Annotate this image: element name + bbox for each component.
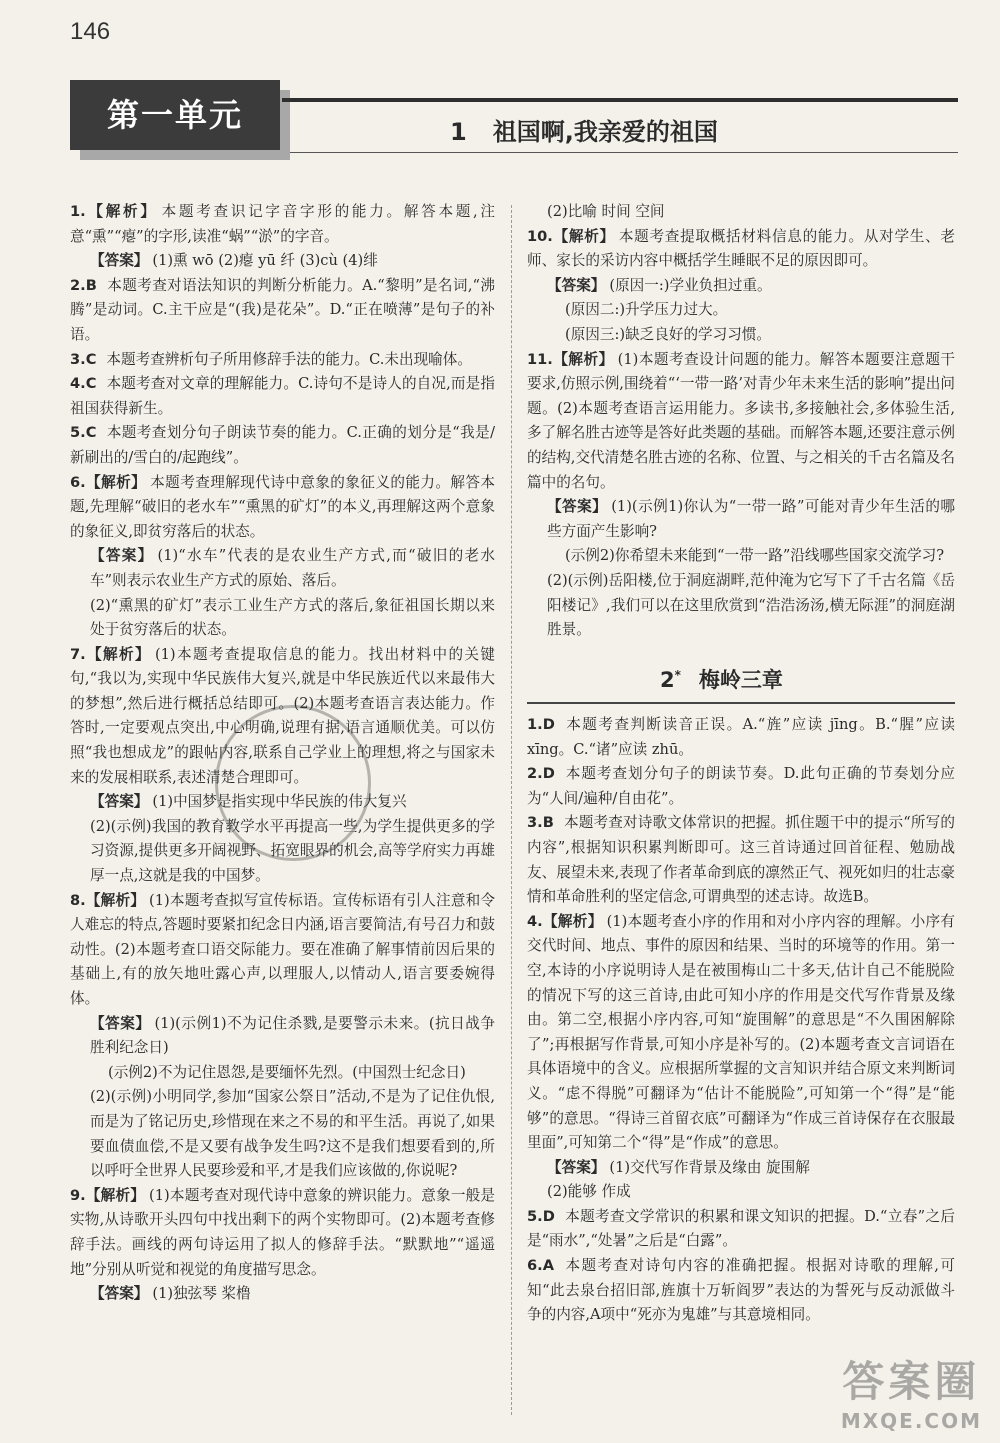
answer-paragraph bbox=[70, 1184, 495, 1282]
lesson-2-number: 2 bbox=[660, 668, 675, 692]
answer-paragraph bbox=[527, 225, 955, 274]
question-number: 2.B bbox=[70, 276, 97, 294]
answer-tag: 【解析】 bbox=[85, 473, 147, 491]
answer-paragraph bbox=[527, 200, 955, 225]
question-number: 5.C bbox=[70, 424, 97, 442]
answer-paragraph bbox=[70, 372, 495, 421]
answer-paragraph bbox=[70, 348, 495, 373]
answer-paragraph bbox=[527, 495, 955, 544]
answer-text: (1)中国梦是指实现中华民族的伟大复兴 bbox=[152, 793, 407, 811]
answer-text: 本题考查对语法知识的判断分析能力。A.“黎明”是名词,“沸腾”是动词。C.主干应是“(我)是花朵”。D.“正在喷薄”是句子的补语。 bbox=[70, 276, 495, 343]
answer-paragraph bbox=[70, 421, 495, 470]
answer-paragraph bbox=[527, 1205, 955, 1254]
answer-paragraph bbox=[527, 1180, 955, 1205]
question-number: 8. bbox=[70, 891, 86, 909]
answer-paragraph bbox=[70, 1085, 495, 1183]
answer-paragraph bbox=[527, 762, 955, 811]
answer-paragraph bbox=[527, 811, 955, 909]
answer-text: 本题考查提取概括材料信息的能力。从对学生、老师、家长的采访内容中概括学生睡眠不足的原因即可。 bbox=[527, 227, 955, 270]
answer-text: (1)本题考查设计问题的能力。解答本题要注意题干要求,仿照示例,围绕着“‘一带一路’对青少年未来生活的影响”提出问题。(2)本题考查语言运用能力。多读书,多接触社会,多体验生活,多了解名胜古迹等是答好此类题的基础。而解答本题,还要注意示例的结构,交代清楚名胜古迹的名称、位置、与之相关的千古名篇及名篇中的名句。 bbox=[527, 350, 955, 491]
answer-tag: 【答案】 bbox=[547, 498, 608, 516]
answer-text: 本题考查辨析句子所用修辞手法的能力。C.未出现喻体。 bbox=[106, 350, 472, 368]
site-watermark bbox=[841, 1349, 982, 1433]
answer-tag: 【答案】 bbox=[547, 276, 606, 294]
answer-paragraph bbox=[70, 643, 495, 791]
answer-paragraph bbox=[70, 1282, 495, 1307]
question-number: 6.A bbox=[527, 1257, 554, 1275]
answer-paragraph bbox=[70, 249, 495, 274]
question-number: 3.B bbox=[527, 814, 554, 832]
answer-tag: 【答案】 bbox=[547, 1158, 606, 1176]
answer-text: (1)交代写作背景及缘由 旋围解 bbox=[609, 1158, 810, 1176]
answer-text: 本题考查理解现代诗中意象的象征义的能力。解答本题,先理解“破旧的老水车”“熏黑的矿灯”的本义,再理解这两个意象的象征义,即贫穷落后的状态。 bbox=[70, 473, 495, 540]
answer-paragraph bbox=[527, 1156, 955, 1181]
answer-text: 本题考查识记字音字形的能力。解答本题,注意“熏”“瘪”的字形,读准“蜗”“淤”的字音。 bbox=[70, 203, 495, 245]
answer-text: 本题考查划分句子朗读节奏的能力。C.正确的划分是“我是/新刷出的/雪白的/起跑线”。 bbox=[70, 424, 495, 466]
column-divider bbox=[511, 205, 512, 1415]
question-number: 7. bbox=[70, 645, 86, 663]
answer-text: 本题考查对诗歌文体常识的把握。抓住题干中的提示“所写的内容”,根据知识积累判断即可。这三首诗通过回首征程、勉励战友、展望未来,表现了作者革命到底的凛然正气、视死如归的壮志豪情和革命胜利的坚定信念,可谓典型的述志诗。故选B。 bbox=[527, 814, 955, 906]
lesson-1-name: 祖国啊,我亲爱的祖国 bbox=[492, 118, 718, 146]
header-rule-thin bbox=[290, 152, 958, 153]
answer-paragraph bbox=[527, 298, 955, 323]
answer-tag: 【解析】 bbox=[552, 350, 614, 368]
answer-text: (1)本题考查提取信息的能力。找出材料中的关键句,“我以为,实现中华民族伟大复兴,就是中华民族近代以来最伟大的梦想”,然后进行概括总结即可。(2)本题考查语言表达能力。作答时,一定要观点突出,中心明确,说理有据,语言通顺优美。可以仿照“我也想成龙”的跟帖内容,联系自己学业上的理想,将之与国家未来的发展相联系,表述清楚合理即可。 bbox=[70, 645, 495, 786]
question-number: 4. bbox=[527, 912, 543, 930]
answer-text: (1)“水车”代表的是农业生产方式,而“破旧的老水车”则表示农业生产方式的原始、落后。 bbox=[90, 547, 495, 589]
answer-text: (1)本题考查拟写宣传标语。宣传标语有引人注意和令人难忘的特点,答题时要紧扣纪念日内涵,语言要简洁,有号召力和鼓动性。(2)本题考查口语交际能力。要在准确了解事情前因后果的基础上,有的放矢地吐露心声,以理服人,以情动人,语言要委婉得体。 bbox=[70, 891, 495, 1007]
answer-tag: 【答案】 bbox=[90, 252, 149, 270]
lesson-1-title bbox=[450, 112, 718, 147]
answer-tag: 【答案】 bbox=[90, 1285, 149, 1303]
answer-tag: 【解析】 bbox=[85, 891, 146, 909]
question-number: 3.C bbox=[70, 350, 97, 368]
answer-text: 本题考查划分句子的朗读节奏。D.此句正确的节奏划分应为“人间/遍种/自由花”。 bbox=[527, 765, 955, 807]
question-number: 1.D bbox=[527, 716, 555, 733]
lesson-2-name: 梅岭三章 bbox=[698, 668, 783, 692]
answer-paragraph bbox=[70, 274, 495, 348]
question-number: 2.D bbox=[527, 765, 555, 783]
answer-paragraph bbox=[527, 1254, 955, 1328]
answer-paragraph bbox=[527, 713, 955, 762]
answer-text: 本题考查文学常识的积累和课文知识的把握。D.“立春”之后是“雨水”,“处暑”之后是“白露”。 bbox=[527, 1207, 955, 1250]
right-column-lesson-2 bbox=[527, 713, 955, 1328]
answer-tag: 【解析】 bbox=[85, 203, 158, 220]
answer-paragraph bbox=[70, 889, 495, 1012]
answer-paragraph bbox=[527, 274, 955, 299]
answer-text: (原因一:)学业负担过重。 bbox=[609, 276, 772, 294]
answer-text: (示例2)你希望未来能到“一带一路”沿线哪些国家交流学习? bbox=[565, 547, 945, 565]
answer-text: (2)比喻 时间 空间 bbox=[547, 203, 665, 220]
answer-paragraph bbox=[70, 200, 495, 249]
answer-paragraph bbox=[70, 594, 495, 643]
answer-text: (1)本题考查对现代诗中意象的辨识能力。意象一般是实物,从诗歌开头四句中找出剩下的两个实物即可。(2)本题考查修辞手法。画线的两句诗运用了拟人的修辞手法。“默默地”“遥遥地”分别从听觉和视觉的角度描写思念。 bbox=[70, 1186, 495, 1278]
answer-text: (1)独弦琴 桨橹 bbox=[152, 1285, 251, 1303]
answer-text: (2)(示例)小明同学,参加“国家公祭日”活动,不是为了记住仇恨,而是为了铭记历史,珍惜现在来之不易的和平生活。再说了,如果要血债血偿,不是又要有战争发生吗?这不是我们想要看到的,所以呼吁全世界人民要珍爱和平,才是我们应该做的,你说呢? bbox=[90, 1088, 495, 1180]
unit-banner: 第一单元 bbox=[70, 80, 280, 150]
answer-tag: 【解析】 bbox=[85, 645, 151, 663]
answer-text: (2)能够 作成 bbox=[547, 1183, 631, 1201]
answer-paragraph bbox=[527, 910, 955, 1156]
answer-paragraph bbox=[527, 544, 955, 569]
answer-text: (1)(示例1)不为记住杀戮,是要警示未来。(抗日战争胜利纪念日) bbox=[90, 1014, 495, 1057]
answer-paragraph bbox=[70, 1012, 495, 1061]
answer-tag: 【解析】 bbox=[552, 227, 615, 245]
answer-text: 本题考查对诗句内容的准确把握。根据对诗歌的理解,可知“此去泉台招旧部,旌旗十万斩阎罗”表达的为誓死与反动派做斗争的内容,A项中“死亦为鬼雄”与其意境相同。 bbox=[527, 1257, 955, 1324]
question-number: 4.C bbox=[70, 375, 97, 393]
question-number: 9. bbox=[70, 1186, 86, 1204]
watermark-url: MXQE.COM bbox=[840, 1409, 982, 1433]
answer-text: (2)(示例)我国的教育教学水平再提高一些,为学生提供更多的学习资源,提供更多开阔视野、拓宽眼界的机会,高等学府实力再雄厚一点,这就是我的中国梦。 bbox=[90, 817, 495, 885]
answer-paragraph bbox=[70, 544, 495, 593]
answer-paragraph bbox=[70, 815, 495, 889]
answer-text: (1)熏 wō (2)瘪 yū 纤 (3)cù (4)绯 bbox=[152, 252, 378, 270]
question-number: 6. bbox=[70, 473, 86, 491]
answer-text: 本题考查判断读音正误。A.“旌”应读 jīng。B.“腥”应读 xīng。C.“诸”应读 zhū。 bbox=[527, 716, 955, 758]
answer-tag: 【答案】 bbox=[90, 1014, 151, 1032]
question-number: 5.D bbox=[527, 1207, 555, 1225]
header-rule bbox=[282, 98, 958, 102]
question-number: 10. bbox=[527, 227, 553, 245]
lesson-2-title bbox=[660, 664, 783, 694]
right-column bbox=[527, 200, 955, 643]
answer-paragraph bbox=[70, 471, 495, 545]
lesson-2-mark: * bbox=[674, 668, 681, 682]
answer-text: 本题考查对文章的理解能力。C.诗句不是诗人的自况,而是指祖国获得新生。 bbox=[70, 375, 495, 417]
lesson-1-number: 1 bbox=[450, 118, 467, 146]
answer-tag: 【解析】 bbox=[85, 1186, 146, 1204]
answer-text: (1)本题考查小序的作用和对小序内容的理解。小序有交代时间、地点、事件的原因和结果、当时的环境等的作用。第一空,本诗的小序说明诗人是在被围梅山二十多天,估计自己不能脱险的情况下写的这三首诗,由此可知小序的作用是交代写作背景及缘由。第二空,根据小序内容,可知“旋围解”的意思是“不久围困解除了”;再根据写作背景,可知小序是补写的。(2)本题考查文言词语在具体语境中的含义。应根据所掌握的文言知识并结合原文来判断词义。“虑不得脱”可翻译为“估计不能脱险”,可知第一个“得”是“能够”的意思。“得诗三首留衣底”可翻译为“作成三首诗保存在衣服最里面”,可知第二个“得”是“作成”的意思。 bbox=[527, 912, 955, 1152]
answer-paragraph bbox=[527, 323, 955, 348]
answer-text: (示例2)不为记住恩怨,是要缅怀先烈。(中国烈士纪念日) bbox=[108, 1063, 466, 1081]
left-column bbox=[70, 200, 495, 1307]
answer-paragraph bbox=[70, 790, 495, 815]
answer-text: (2)“熏黑的矿灯”表示工业生产方式的落后,象征祖国长期以来处于贫穷落后的状态。 bbox=[90, 596, 495, 639]
answer-text: (1)(示例1)你认为“一带一路”可能对青少年生活的哪些方面产生影响? bbox=[547, 498, 955, 540]
answer-text: (原因三:)缺乏良好的学习习惯。 bbox=[565, 325, 772, 343]
answer-text: (原因二:)升学压力过大。 bbox=[565, 301, 728, 319]
answer-tag: 【答案】 bbox=[90, 793, 149, 811]
answer-paragraph bbox=[527, 569, 955, 643]
answer-tag: 【答案】 bbox=[90, 547, 154, 565]
watermark-logo-text: 答案圈 bbox=[842, 1357, 981, 1406]
lesson-2-rule bbox=[527, 702, 955, 704]
answer-tag: 【解析】 bbox=[542, 912, 603, 930]
page-number: 146 bbox=[70, 18, 111, 45]
answer-text: (2)(示例)岳阳楼,位于洞庭湖畔,范仲淹为它写下了千古名篇《岳阳楼记》,我们可以在这里欣赏到“浩浩汤汤,横无际涯”的洞庭湖胜景。 bbox=[547, 571, 955, 639]
question-number: 1. bbox=[70, 203, 86, 220]
answer-paragraph bbox=[527, 348, 955, 496]
question-number: 11. bbox=[527, 350, 553, 368]
answer-paragraph bbox=[70, 1061, 495, 1086]
